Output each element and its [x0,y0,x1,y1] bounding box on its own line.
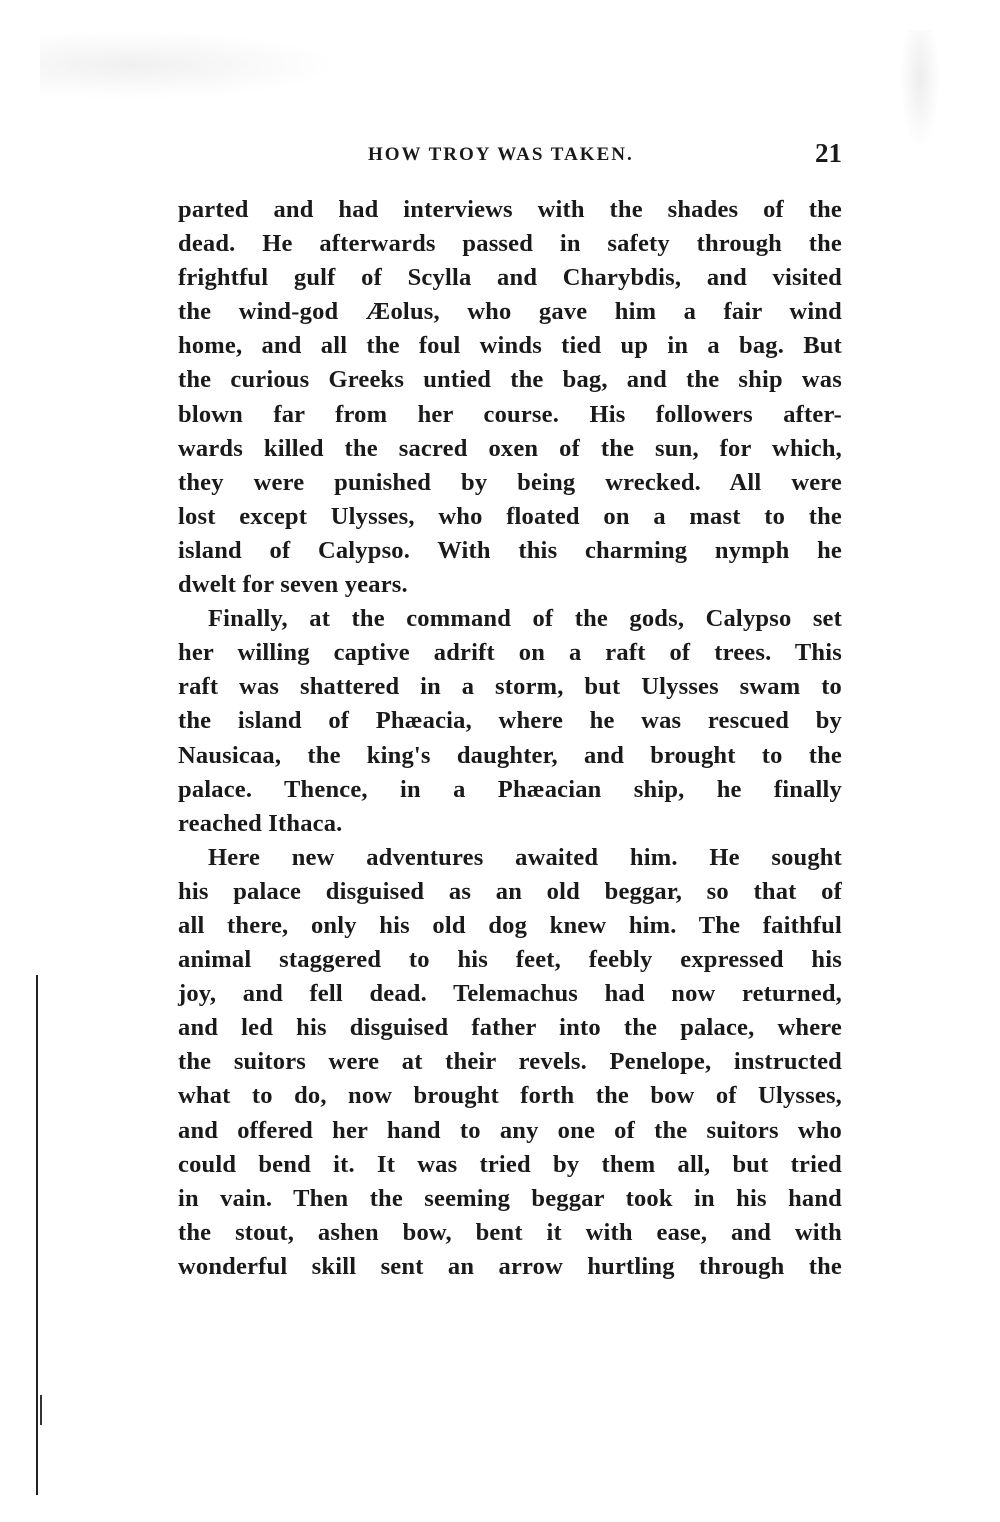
text-line: and offered her hand to any one of the suitors who [178,1116,842,1144]
scan-smudge-right [900,30,940,150]
text-line: could bend it. It was tried by them all, but tried [178,1150,842,1178]
text-line: raft was shattered in a storm, but Ulysses swam to [178,673,842,701]
text-line: dead. He afterwards passed in safety through the [178,230,842,258]
text-line: island of Calypso. With this charming nymph he [178,536,842,564]
binding-shadow-line [36,975,38,1495]
text-line: home, and all the foul winds tied up in a bag. But [178,332,842,360]
text-line: dwelt for seven years. [178,571,408,599]
text-line: all there, only his old dog knew him. The faithful [178,911,842,939]
text-line: wonderful skill sent an arrow hurtling through the [178,1252,842,1280]
paragraph-start-line: Finally, at the command of the gods, Calypso set [208,605,842,633]
binding-mark [40,1395,42,1425]
text-line: wards killed the sacred oxen of the sun, for which, [178,434,842,462]
scan-smudge [40,30,340,100]
running-title: HOW TROY WAS TAKEN. [368,144,634,165]
text-line: parted and had interviews with the shades of the [178,196,842,223]
text-line: joy, and fell dead. Telemachus had now returned, [178,980,842,1008]
text-line: frightful gulf of Scylla and Charybdis, and visited [178,264,842,292]
text-line: animal staggered to his feet, feebly expressed his [178,946,842,974]
text-line: blown far from her course. His followers after- [178,400,842,428]
text-line: in vain. Then the seeming beggar took in his hand [178,1184,842,1212]
page-header [178,140,842,180]
text-line: reached Ithaca. [178,809,343,837]
body-text [178,193,842,1284]
text-line: her willing captive adrift on a raft of trees. This [178,639,842,667]
text-line: they were punished by being wrecked. All were [178,468,842,496]
paragraph-start-line: Here new adventures awaited him. He sought [208,843,842,871]
text-line: the suitors were at their revels. Penelope, instructed [178,1048,842,1076]
text-line: what to do, now brought forth the bow of Ulysses, [178,1082,842,1110]
text-line: and led his disguised father into the palace, where [178,1014,842,1042]
text-line: the island of Phæacia, where he was rescued by [178,707,842,735]
text-line: palace. Thence, in a Phæacian ship, he finally [178,775,842,803]
text-line: Nausicaa, the king's daughter, and brought to the [178,741,842,769]
text-line: the stout, ashen bow, bent it with ease, and with [178,1218,842,1246]
text-line: his palace disguised as an old beggar, so that of [178,877,842,905]
text-line: the wind-god Æolus, who gave him a fair wind [178,298,842,326]
text-line: lost except Ulysses, who floated on a mast to the [178,502,842,530]
page-number: 21 [815,138,842,168]
text-line: the curious Greeks untied the bag, and the ship was [178,366,842,394]
